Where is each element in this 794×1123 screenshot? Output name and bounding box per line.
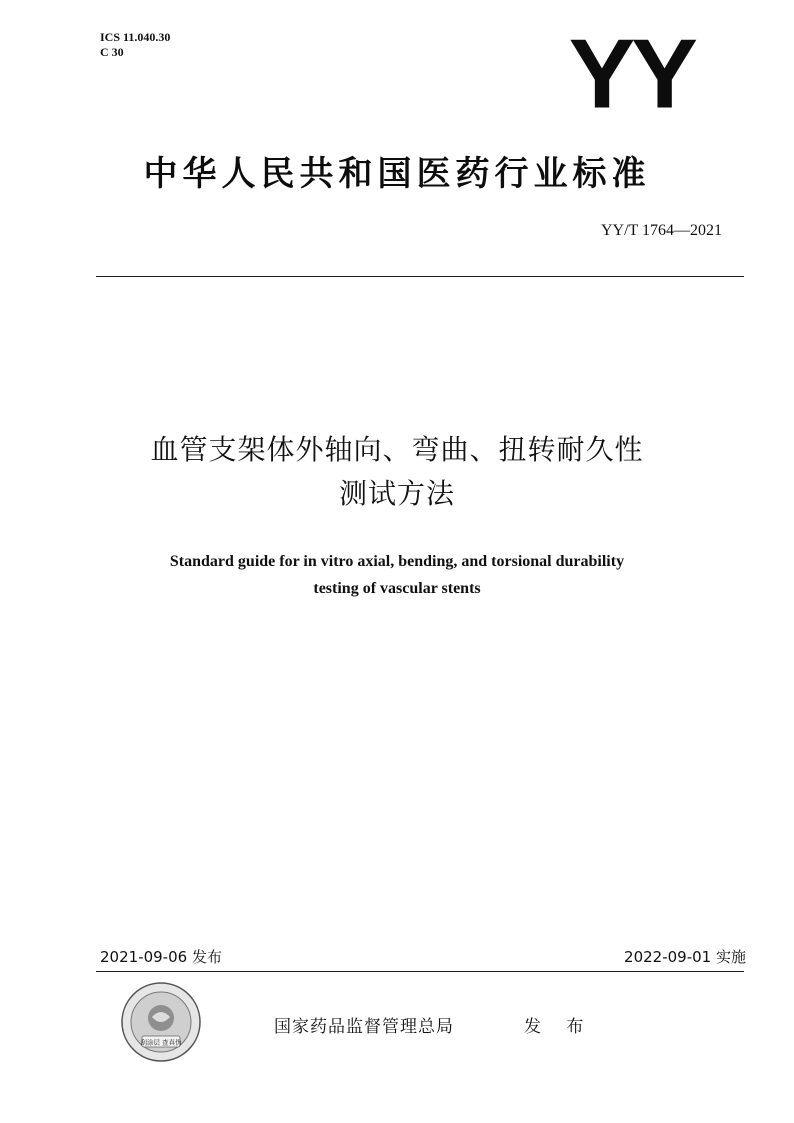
standard-number: YY/T 1764—2021 bbox=[600, 222, 722, 239]
issue-date: 2021-09-06 发布 bbox=[100, 948, 222, 966]
publisher: 国家药品监督管理总局 bbox=[274, 1017, 454, 1037]
ccs-code: C 30 bbox=[100, 45, 124, 59]
document-title-cn bbox=[0, 428, 794, 516]
ics-code: ICS 11.040.30 bbox=[100, 30, 171, 44]
document-title-en bbox=[0, 548, 794, 602]
implementation-date: 2022-09-01 实施 bbox=[624, 948, 746, 966]
title-en-line-2: testing of vascular stents bbox=[313, 580, 481, 597]
standard-title: 中华人民共和国医药行业标准 bbox=[143, 154, 651, 194]
yy-logo: YY bbox=[568, 19, 694, 129]
anti-counterfeit-seal bbox=[120, 981, 202, 1063]
classification-codes bbox=[100, 30, 170, 60]
header-divider bbox=[96, 276, 744, 277]
seal-label: 刮涂层 查真伪 bbox=[140, 1038, 182, 1047]
title-cn-line-1: 血管支架体外轴向、弯曲、扭转耐久性 bbox=[150, 433, 644, 466]
publish-label: 发 布 bbox=[524, 1017, 594, 1037]
footer-divider bbox=[96, 971, 744, 972]
title-en-line-1: Standard guide for in vitro axial, bending, and torsional durability bbox=[169, 553, 625, 570]
title-cn-line-2: 测试方法 bbox=[338, 477, 455, 510]
